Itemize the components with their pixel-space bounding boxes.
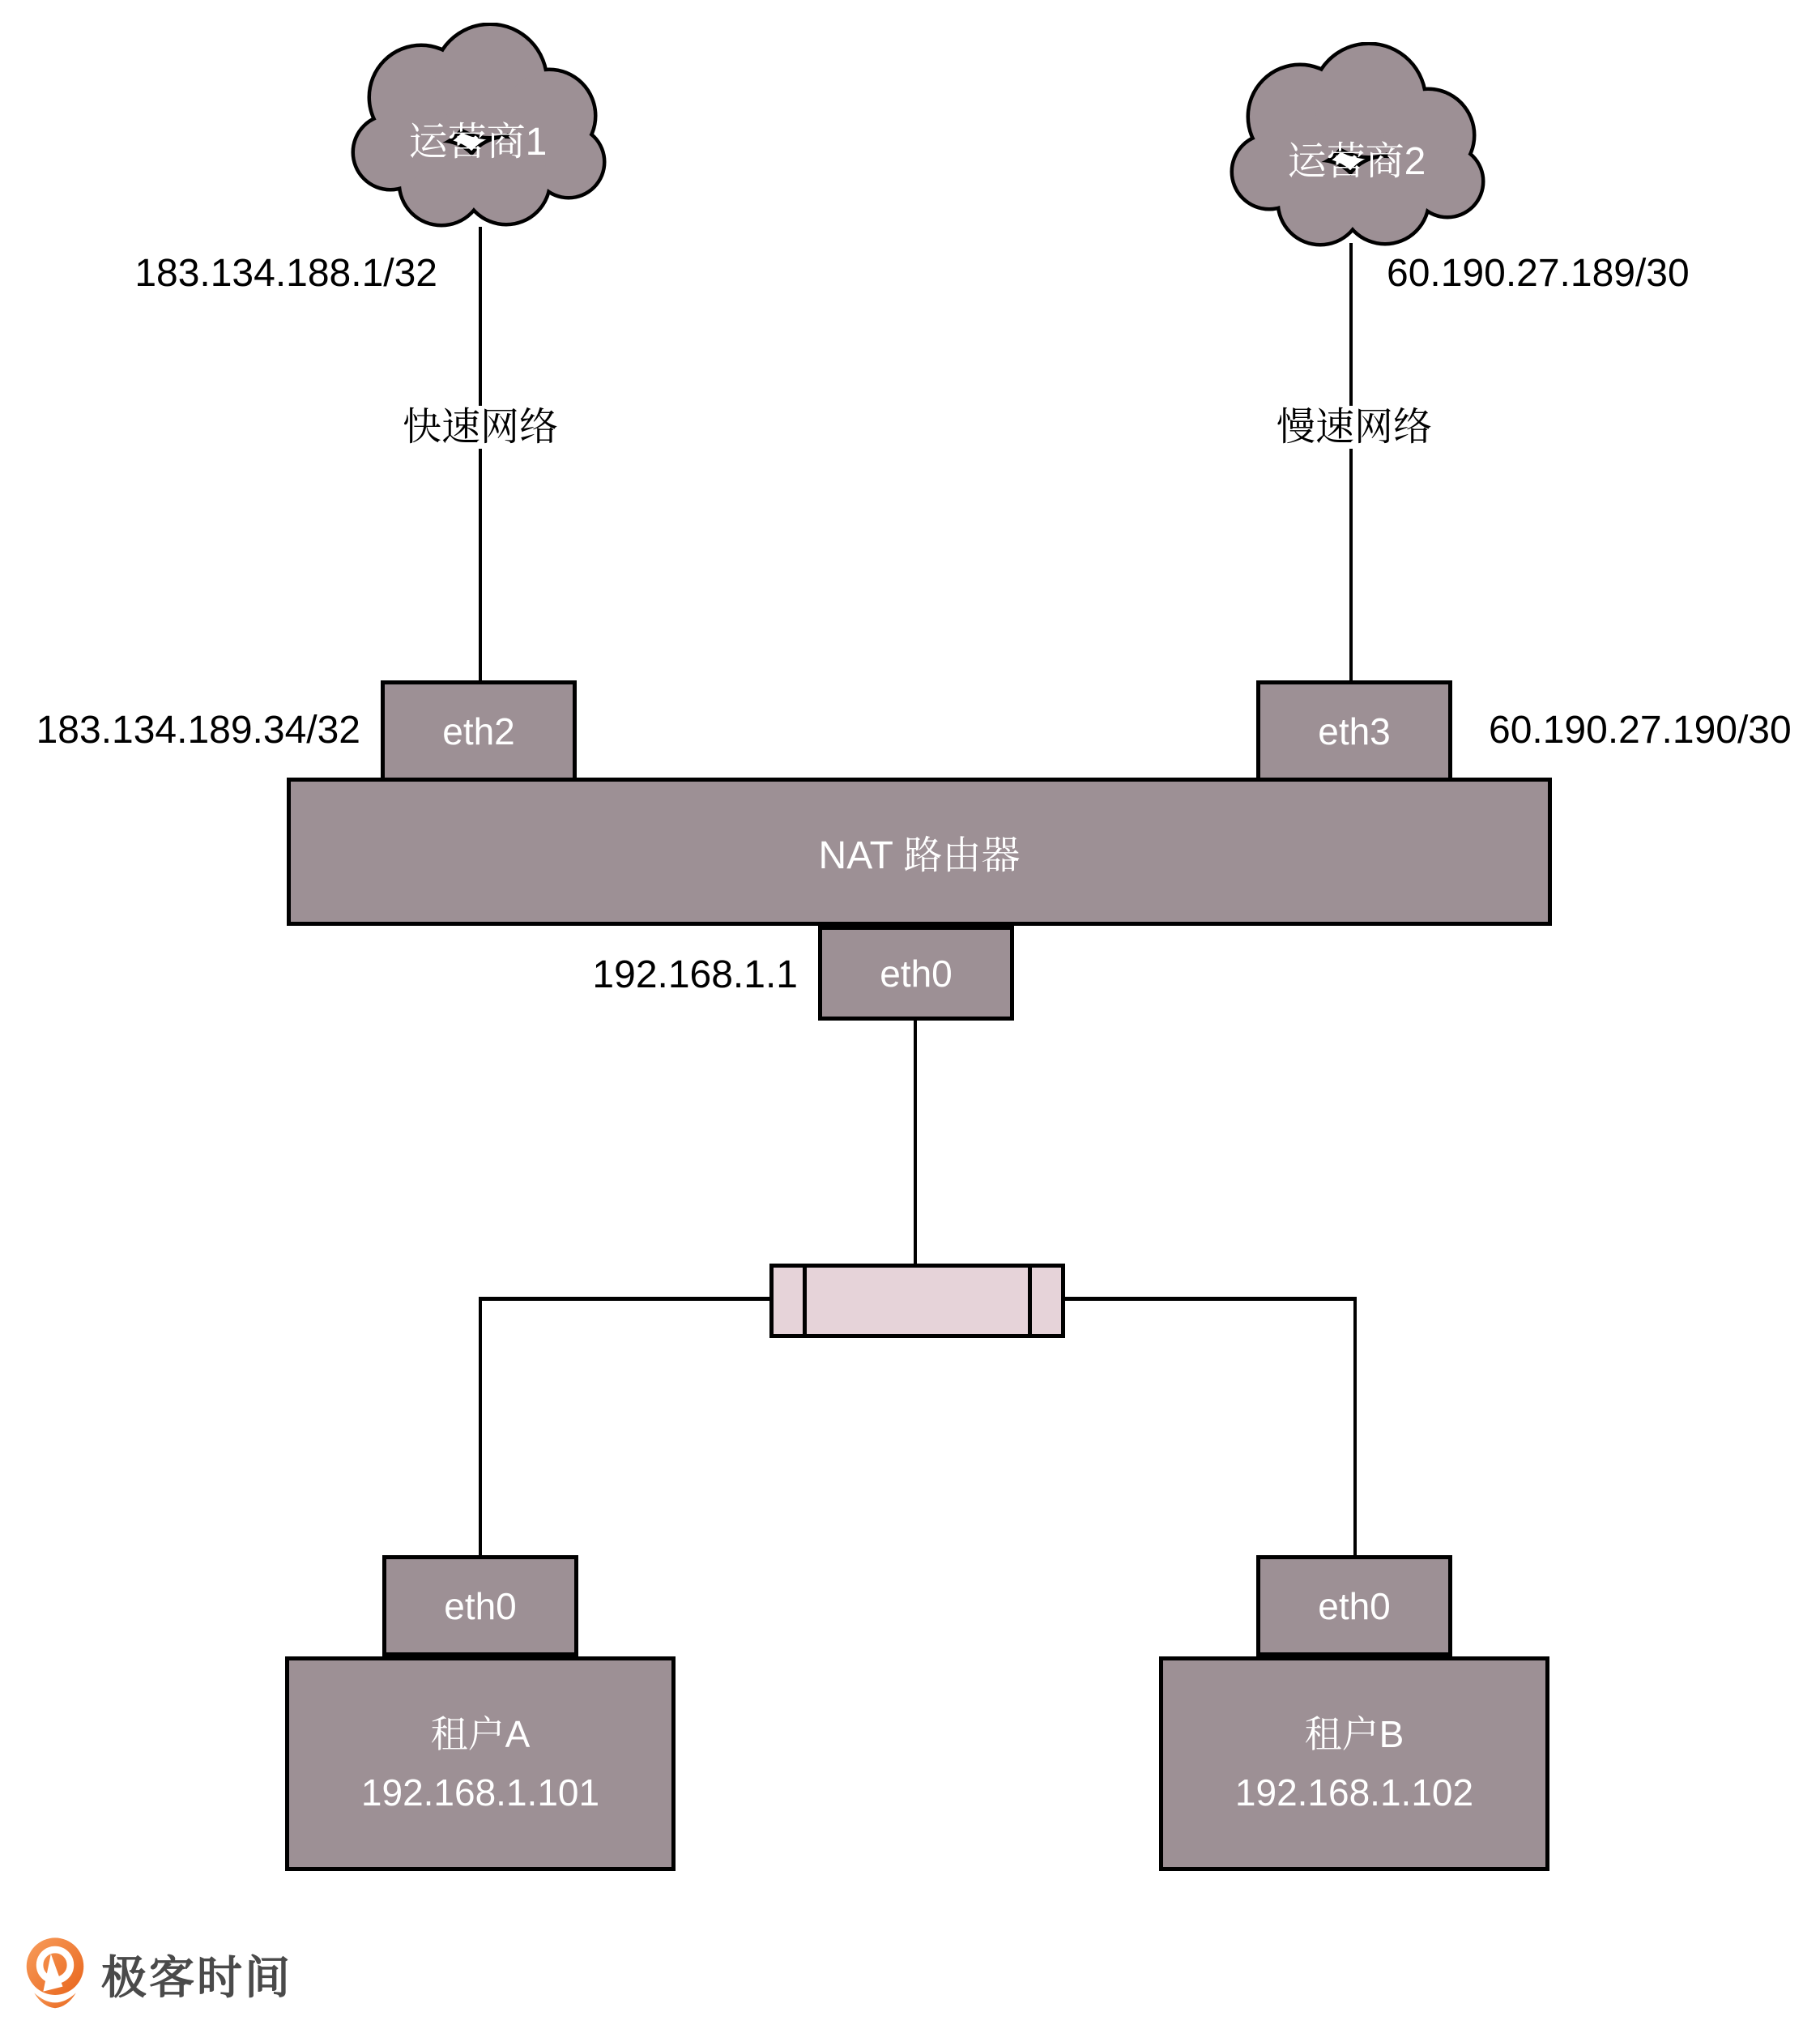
hosta-eth0-box bbox=[382, 1555, 578, 1656]
hostb-eth0-label: eth0 bbox=[1318, 1584, 1391, 1627]
link-switch-hosta-v bbox=[479, 1297, 482, 1555]
hostb-eth0-box bbox=[1256, 1555, 1452, 1656]
isp1-cloud bbox=[340, 23, 616, 237]
hostb-ip: 192.168.1.102 bbox=[1234, 1771, 1474, 1814]
nat-router-label: NAT 路由器 bbox=[818, 834, 1021, 877]
link-isp2-eth3 bbox=[1349, 243, 1353, 680]
eth0-label: eth0 bbox=[880, 952, 953, 995]
router-eth3-box bbox=[1256, 680, 1452, 782]
nat-router-box bbox=[287, 778, 1552, 926]
isp2-label: 运营商2 bbox=[1287, 140, 1426, 183]
hostb-name: 租户B bbox=[1304, 1713, 1404, 1756]
isp2-cloud bbox=[1219, 42, 1494, 257]
hosta-eth0-label: eth0 bbox=[444, 1584, 517, 1627]
router-eth0-box bbox=[818, 926, 1014, 1021]
isp1-ip-label: 183.134.188.1/32 bbox=[134, 252, 437, 295]
segment-divider-right bbox=[1028, 1268, 1032, 1334]
hostb-box bbox=[1159, 1656, 1549, 1871]
hosta-name: 租户A bbox=[430, 1713, 531, 1756]
eth3-label: eth3 bbox=[1318, 710, 1391, 752]
link-eth0-switch bbox=[914, 1021, 917, 1264]
link-switch-hosta-h bbox=[480, 1297, 769, 1301]
link-switch-hostb-v bbox=[1353, 1297, 1357, 1555]
eth0-ip-label: 192.168.1.1 bbox=[592, 953, 798, 996]
geektime-logo bbox=[20, 1934, 292, 2015]
isp1-label: 运营商1 bbox=[408, 121, 548, 164]
eth2-ip-label: 183.134.189.34/32 bbox=[36, 709, 360, 752]
segment-divider-left bbox=[803, 1268, 807, 1334]
geektime-logo-icon bbox=[20, 1935, 90, 2014]
ethernet-segment-icon bbox=[769, 1264, 1065, 1338]
isp2-ip-label: 60.190.27.189/30 bbox=[1387, 252, 1690, 295]
link-switch-hostb-h bbox=[1065, 1297, 1357, 1301]
eth2-label: eth2 bbox=[442, 710, 515, 752]
brand-name: 极客时间 bbox=[101, 1952, 292, 2003]
hosta-box bbox=[285, 1656, 676, 1871]
hosta-ip: 192.168.1.101 bbox=[360, 1771, 600, 1814]
fast-network-label: 快速网络 bbox=[359, 395, 602, 451]
router-eth2-box bbox=[381, 680, 577, 782]
eth3-ip-label: 60.190.27.190/30 bbox=[1489, 709, 1792, 752]
link-isp1-eth2 bbox=[479, 227, 482, 680]
slow-network-label: 慢速网络 bbox=[1233, 395, 1476, 451]
